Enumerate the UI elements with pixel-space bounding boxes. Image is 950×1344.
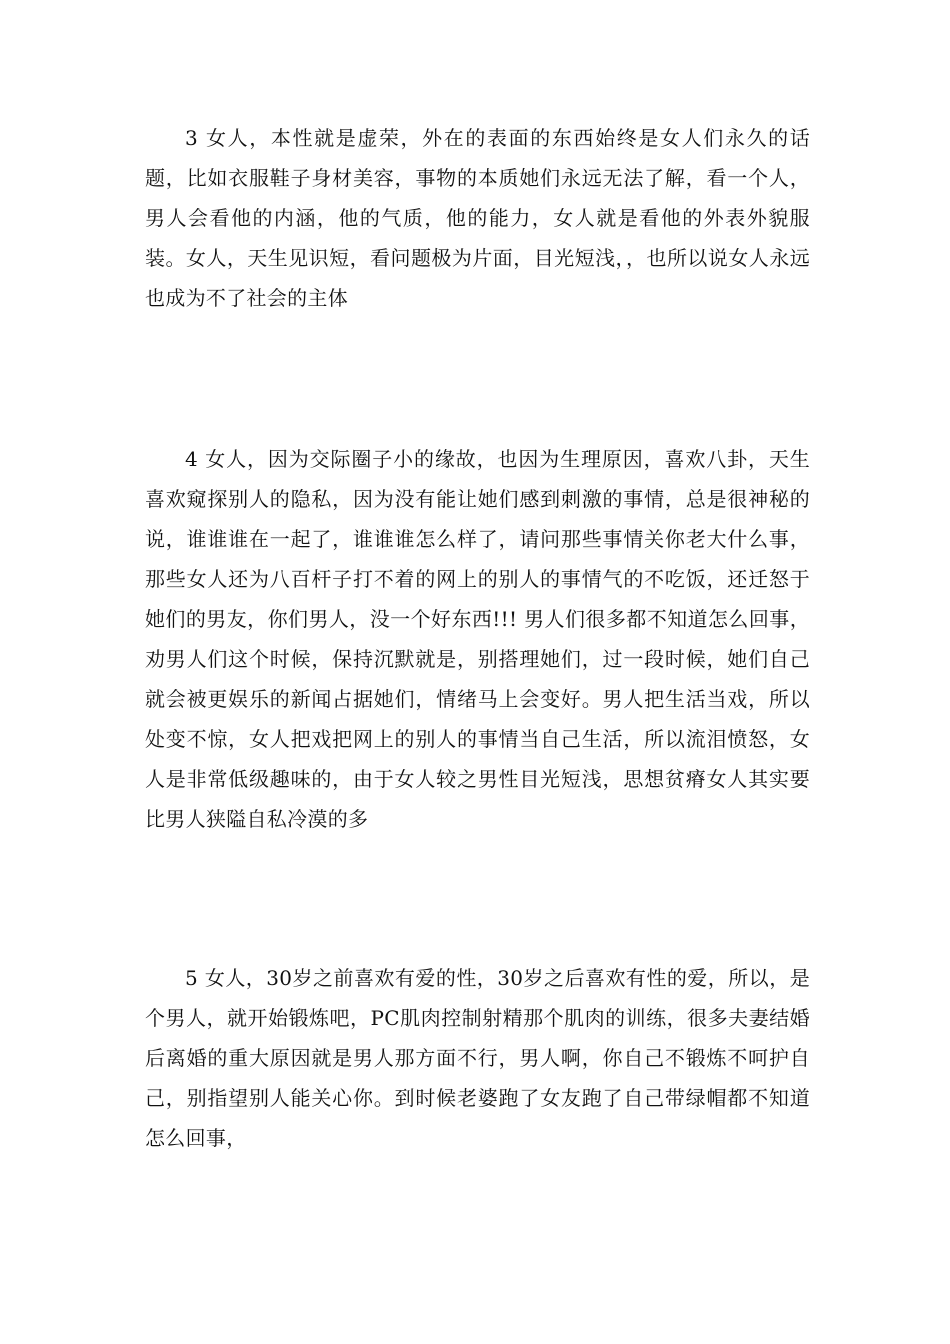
paragraph-4: 4 女人，因为交际圈子小的缘故，也因为生理原因，喜欢八卦，天生喜欢窥探别人的隐私，因为没有能让她们感到刺激的事情，总是很神秘的说，谁谁谁在一起了，谁谁谁怎么样了，请问那些事情关你老大什么事，那些女人还为八百杆子打不着的网上的别人的事情气的不吃饭，还迁怒于她们的男友，你们男人，没一个好东西!!! 男人们很多都不知道怎么回事，劝男人们这个时候，保持沉默就是，别搭理她们，过一段时候，她们自己就会被更娱乐的新闻占据她们，情绪马上会变好。男人把生活当戏，所以处变不惊，女人把戏把网上的别人的事情当自己生活，所以流泪愤怒，女人是非常低级趣味的，由于女人较之男性目光短浅，思想贫瘠女人其实要比男人狭隘自私冷漠的多 xyxy=(145,447,810,831)
paragraph-5: 5 女人，30岁之前喜欢有爱的性，30岁之后喜欢有性的爱，所以，是个男人，就开始锻炼吧，PC肌肉控制射精那个肌肉的训练，很多夫妻结婚后离婚的重大原因就是男人那方面不行，男人啊，你自己不锻炼不呵护自己，别指望别人能关心你。到时候老婆跑了女友跑了自己带绿帽都不知道怎么回事， xyxy=(145,966,810,1150)
paragraph-3: 3 女人，本性就是虚荣，外在的表面的东西始终是女人们永久的话题，比如衣服鞋子身材美容，事物的本质她们永远无法了解，看一个人，男人会看他的内涵，他的气质，他的能力，女人就是看他的外表外貌服装。女人，天生见识短，看问题极为片面，目光短浅，，也所以说女人永远也成为不了社会的主体 xyxy=(145,126,810,310)
